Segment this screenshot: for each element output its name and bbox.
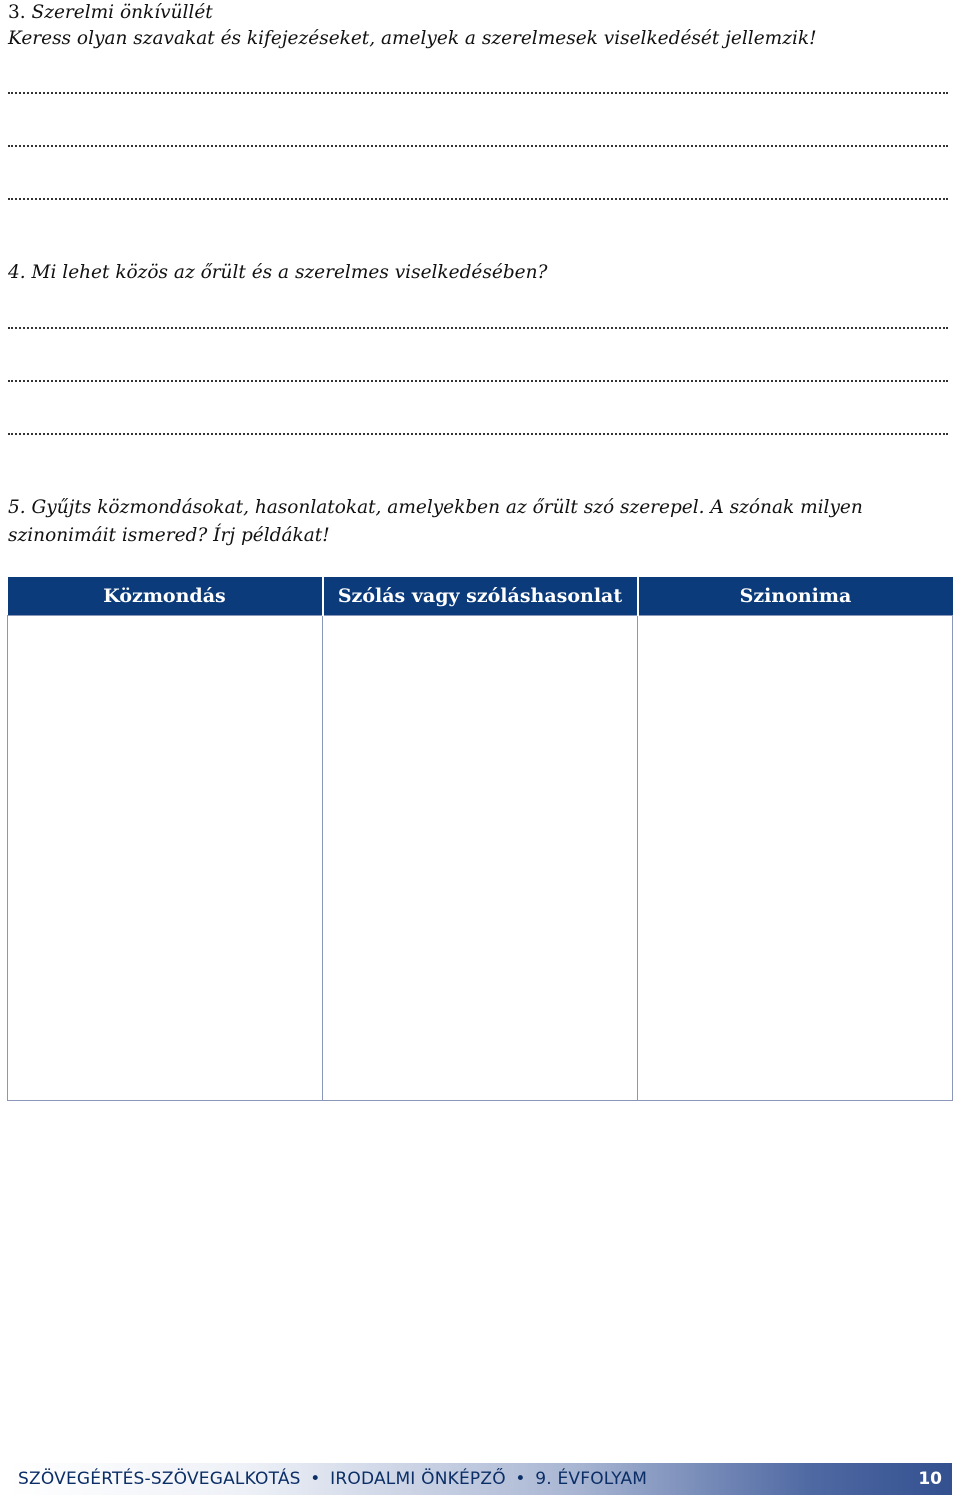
answer-cell-kozmondas[interactable] [8, 616, 323, 1101]
footer-subject: SZÖVEGÉRTÉS-SZÖVEGALKOTÁS [18, 1469, 301, 1489]
question-4-text: 4. Mi lehet közös az őrült és a szerelmes viselkedésében? [8, 262, 548, 283]
question-3-title: Szerelmi önkívüllét [31, 2, 213, 23]
page-footer [8, 1463, 952, 1495]
header-szinonima: Szinonima [638, 577, 953, 616]
answer-line[interactable] [8, 145, 948, 147]
answer-cell-szolas[interactable] [323, 616, 638, 1101]
question-3-instruction: Keress olyan szavakat és kifejezéseket, amelyek a szerelmesek viselkedését jellemzik! [8, 28, 817, 49]
question-3-number: 3. [8, 2, 26, 23]
answer-line[interactable] [8, 92, 948, 94]
question-5-text: 5. Gyűjts közmondásokat, hasonlatokat, amelyekben az őrült szó szerepel. A szónak milyen szinonimáit ismered? Írj példákat! [8, 497, 863, 546]
footer-bullet: • [515, 1469, 526, 1489]
table-row [8, 616, 953, 1101]
header-szolas: Szólás vagy szóláshasonlat [323, 577, 638, 616]
footer-bullet: • [310, 1469, 321, 1489]
footer-grade: 9. ÉVFOLYAM [535, 1469, 648, 1489]
footer-text [18, 1469, 647, 1489]
page-number: 10 [918, 1469, 942, 1489]
answer-line[interactable] [8, 380, 948, 382]
footer-series: IRODALMI ÖNKÉPZŐ [330, 1469, 506, 1489]
table-header-row [8, 577, 953, 616]
answer-table [7, 577, 953, 1101]
header-kozmondas: Közmondás [8, 577, 323, 616]
answer-line[interactable] [8, 433, 948, 435]
answer-cell-szinonima[interactable] [638, 616, 953, 1101]
answer-line[interactable] [8, 198, 948, 200]
answer-line[interactable] [8, 327, 948, 329]
question-3-heading [8, 0, 213, 26]
